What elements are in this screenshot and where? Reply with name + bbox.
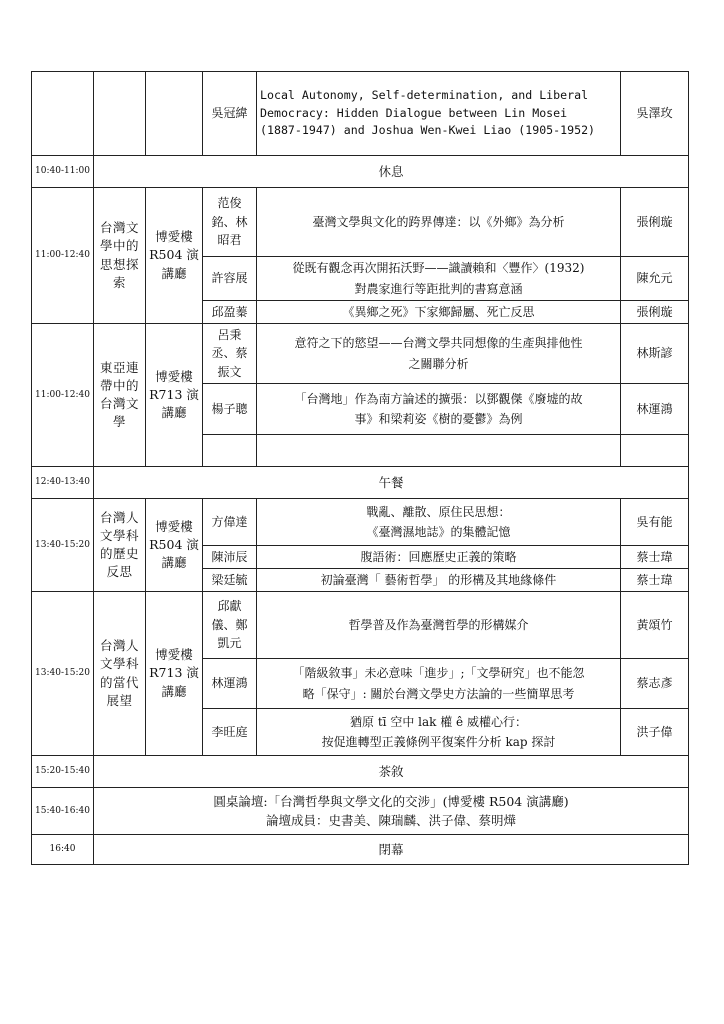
discussant-cell: 黃頌竹 [621, 592, 689, 659]
time-cell: 10:40-11:00 [32, 156, 94, 188]
paper-title: 臺灣文學與文化的跨界傳達：以《外鄉》為分析 [257, 188, 621, 257]
time-cell: 13:40-15:20 [32, 592, 94, 756]
discussant-cell: 蔡士瑋 [621, 569, 689, 592]
paper-title: 意符之下的慾望——台灣文學共同想像的生產與排他性 之關聯分析 [257, 324, 621, 384]
discussant-cell: 吳有能 [621, 499, 689, 546]
paper-row [32, 72, 689, 156]
time-cell: 11:00-12:40 [32, 188, 94, 324]
paper-title: 戰亂、離散、原住民思想： 《臺灣濕地誌》的集體記憶 [257, 499, 621, 546]
discussant-cell: 蔡士瑋 [621, 546, 689, 569]
speaker-cell: 梁廷毓 [203, 569, 257, 592]
closing-row [32, 835, 689, 865]
venue-cell [146, 72, 203, 156]
break-label: 休息 [94, 156, 689, 188]
paper-title: Local Autonomy, Self-determination, and Liberal Democracy: Hidden Dialogue between Lin Mosei (1887-1947) and Joshua Wen-Kwei Liao (1905-1952) [257, 72, 621, 156]
time-cell [32, 72, 94, 156]
speaker-cell: 邱盈蓁 [203, 301, 257, 324]
speaker-cell: 李旺庭 [203, 709, 257, 756]
break-row [32, 156, 689, 188]
time-cell: 15:40-16:40 [32, 788, 94, 835]
paper-title: 腹語術：回應歷史正義的策略 [257, 546, 621, 569]
time-cell: 11:00-12:40 [32, 324, 94, 467]
venue-cell: 博愛樓 R713 演 講廳 [146, 324, 203, 467]
discussant-cell: 吳澤玫 [621, 72, 689, 156]
closing-label: 閉幕 [94, 835, 689, 865]
discussant-cell: 張俐璇 [621, 188, 689, 257]
speaker-cell: 方偉達 [203, 499, 257, 546]
discussant-cell [621, 435, 689, 467]
paper-title: 「台灣地」作為南方論述的擴張：以鄧觀傑《廢墟的故 事》和梁莉姿《樹的憂鬱》為例 [257, 384, 621, 435]
discussant-cell: 林運鴻 [621, 384, 689, 435]
speaker-cell: 范俊 銘、林 昭君 [203, 188, 257, 257]
paper-title [257, 435, 621, 467]
venue-cell: 博愛樓 R504 演 講廳 [146, 499, 203, 592]
session-title: 台灣人文學科的歷史反思 [94, 499, 146, 592]
schedule-table [31, 71, 689, 865]
discussant-cell: 林斯諺 [621, 324, 689, 384]
paper-row [32, 188, 689, 257]
session-cell [94, 72, 146, 156]
paper-row [32, 324, 689, 384]
speaker-cell [203, 435, 257, 467]
break-row [32, 467, 689, 499]
venue-cell: 博愛樓 R504 演 講廳 [146, 188, 203, 324]
discussant-cell: 陳允元 [621, 257, 689, 301]
time-cell: 13:40-15:20 [32, 499, 94, 592]
speaker-cell: 許容展 [203, 257, 257, 301]
paper-row [32, 592, 689, 659]
paper-title: 《異鄉之死》下家鄉歸屬、死亡反思 [257, 301, 621, 324]
time-cell: 15:20-15:40 [32, 756, 94, 788]
lunch-label: 午餐 [94, 467, 689, 499]
speaker-cell: 陳沛辰 [203, 546, 257, 569]
paper-title: 從既有觀念再次開拓沃野——識讀賴和〈豐作〉(1932) 對農家進行等距批判的書寫意涵 [257, 257, 621, 301]
paper-title: 初論臺灣「 藝術哲學」 的形構及其地緣條件 [257, 569, 621, 592]
time-cell: 16:40 [32, 835, 94, 865]
speaker-cell: 楊子聰 [203, 384, 257, 435]
paper-row [32, 499, 689, 546]
session-title: 台灣人文學科的當代展望 [94, 592, 146, 756]
session-title: 台灣文學中的思想探索 [94, 188, 146, 324]
discussant-cell: 張俐璇 [621, 301, 689, 324]
speaker-cell: 邱獻 儀、鄭 凱元 [203, 592, 257, 659]
time-cell: 12:40-13:40 [32, 467, 94, 499]
forum-cell: 圓桌論壇:「台灣哲學與文學文化的交涉」(博愛樓 R504 演講廳) 論壇成員：史書美、陳瑞麟、洪子偉、蔡明燁 [94, 788, 689, 835]
speaker-cell: 呂秉 丞、蔡 振文 [203, 324, 257, 384]
discussant-cell: 蔡志彥 [621, 659, 689, 709]
paper-title: 哲學普及作為臺灣哲學的形構媒介 [257, 592, 621, 659]
forum-row [32, 788, 689, 835]
paper-title: 猶原 tī 空中 lak 權 ê 威權心行： 按促進轉型正義條例平復案件分析 kap 探討 [257, 709, 621, 756]
discussant-cell: 洪子偉 [621, 709, 689, 756]
venue-cell: 博愛樓 R713 演 講廳 [146, 592, 203, 756]
speaker-cell: 吳冠緯 [203, 72, 257, 156]
tea-label: 茶敘 [94, 756, 689, 788]
session-title: 東亞連帶中的台灣文學 [94, 324, 146, 467]
break-row [32, 756, 689, 788]
paper-title: 「階級敘事」未必意味「進步」;「文學研究」也不能忽 略「保守」: 關於台灣文學史方法論的一些簡單思考 [257, 659, 621, 709]
speaker-cell: 林運鴻 [203, 659, 257, 709]
